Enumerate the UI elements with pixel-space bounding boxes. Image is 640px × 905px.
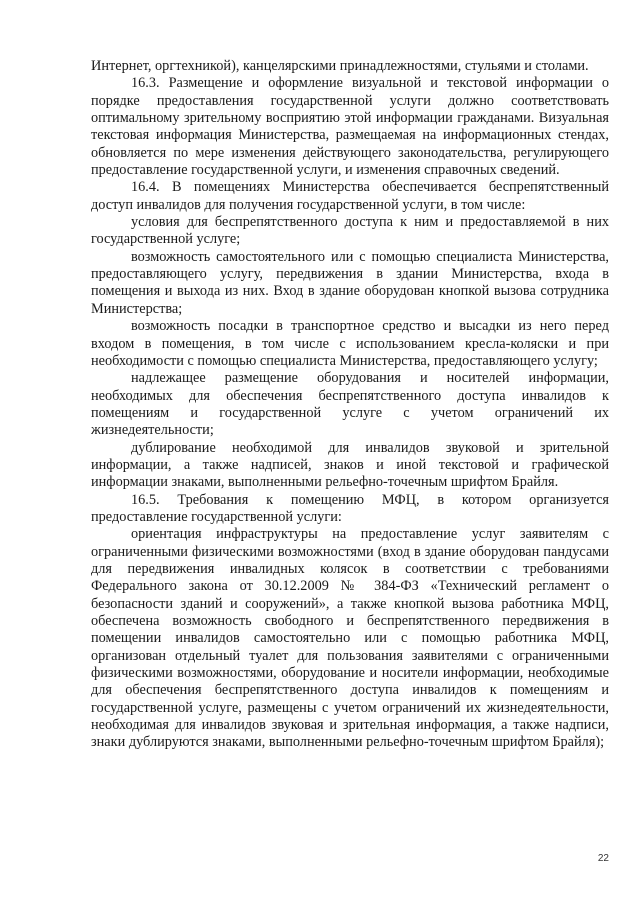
paragraph-continuation: Интернет, оргтехникой), канцелярскими принадлежностями, стульями и столами. [91,58,589,74]
paragraph-braille: дублирование необходимой для инвалидов звуковой и зрительной информации, а также надписей, знаков и иной текстовой и графической информации знаками, выполненными рельефно-точечным шрифтом Брайля. [91,439,609,491]
paragraph-16-5: 16.5. Требования к помещению МФЦ, в котором организуется предоставление государственной услуги: [91,491,609,525]
document-body [91,58,609,752]
paragraph-equipment: надлежащее размещение оборудования и носителей информации, необходимых для обеспечения беспрепятственного доступа инвалидов к помещениям и государственной услуге с учетом ограничений их жизнедеятельности; [91,370,609,439]
paragraph-access-conditions: условия для беспрепятственного доступа к ним и предоставляемой в них государственной услуге; [91,214,609,248]
paragraph-infrastructure: ориентация инфраструктуры на предоставление услуг заявителям с ограниченными физическими возможностями (вход в здание оборудован пандусами для передвижения инвалидных колясок в соответствии с требованиями Федерального закона от 30.12.2009 № 384-ФЗ «Технический регламент о безопасности зданий и сооружений», а также кнопкой вызова работника МФЦ, обеспечена возможность свободного и беспрепятственного передвижения в помещении инвалидов самостоятельно или с помощью работника МФЦ, организован отдельный туалет для пользования заявителями с ограниченными физическими возможностями, оборудование и носители информации, необходимые для обеспечения беспрепятственного доступа инвалидов к помещениям и государственной услуге, размещены с учетом ограничений их жизнедеятельности, необходимая для инвалидов звуковая и зрительная информация, а также надписи, знаки дублируются знаками, выполненными рельефно-точечным шрифтом Брайля); [91,526,609,751]
page-number: 22 [597,853,609,864]
paragraph-transport: возможность посадки в транспортное средство и высадки из него перед входом в помещения, в том числе с использованием кресла-коляски и при необходимости с помощью специалиста Министерства, предоставляющего услугу; [91,318,609,369]
paragraph-16-4: 16.4. В помещениях Министерства обеспечивается беспрепятственный доступ инвалидов для получения государственной услуги, в том числе: [91,179,609,213]
paragraph-movement: возможность самостоятельного или с помощью специалиста Министерства, предоставляющего услугу, передвижения в здании Министерства, входа в помещения и выхода из них. Вход в здание оборудован кнопкой вызова сотрудника Министерства; [91,248,609,317]
paragraph-16-3: 16.3. Размещение и оформление визуальной и текстовой информации о порядке предоставления государственной услуги должно соответствовать оптимальному зрительному восприятию этой информации гражданами. Визуальная текстовая информация Министерства, размещаемая на информационных стендах, обновляется по мере изменения действующего законодательства, регулирующего предоставление государственной услуги, и изменения справочных сведений. [91,75,609,179]
